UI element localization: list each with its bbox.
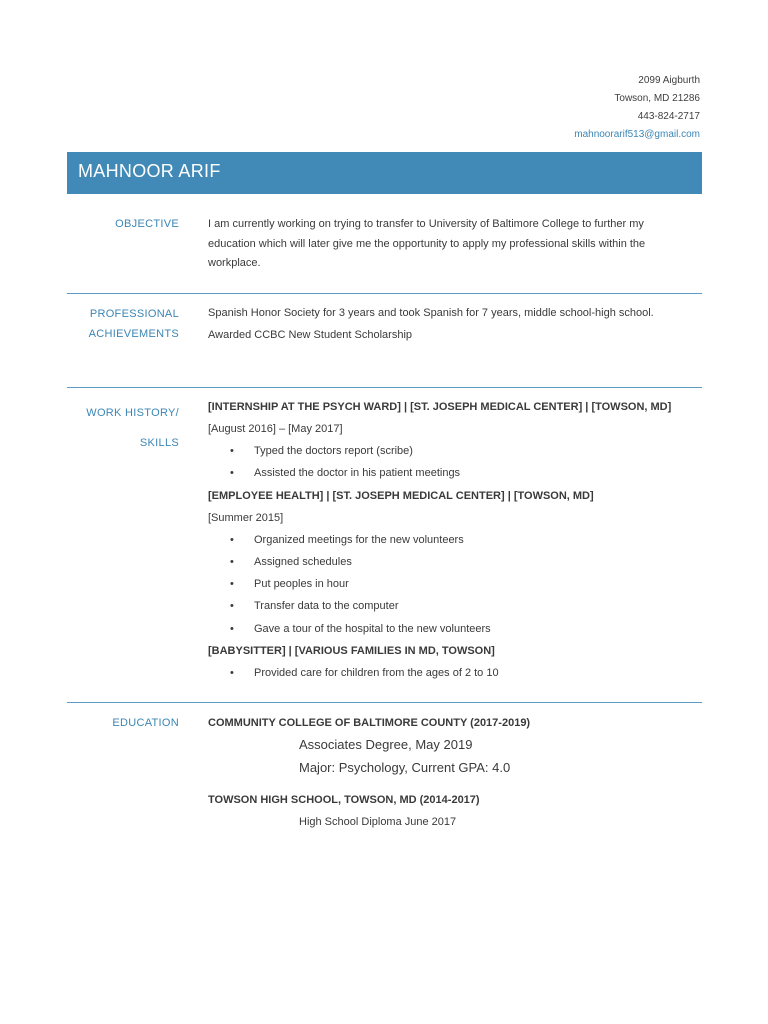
contact-block	[574, 72, 700, 144]
job-duty: • Put peoples in hour	[208, 573, 688, 595]
contact-email-link[interactable]: mahnoorarif513@gmail.com	[574, 129, 700, 140]
education-label: EDUCATION	[112, 717, 179, 729]
achievement-item: Spanish Honor Society for 3 years and took Spanish for 7 years, middle school-high school.	[208, 307, 654, 319]
objective-label: OBJECTIVE	[115, 218, 179, 230]
name-banner	[67, 152, 702, 194]
section-divider	[67, 293, 702, 294]
job-duty: • Gave a tour of the hospital to the new volunteers	[208, 618, 688, 640]
objective-line: workplace.	[208, 257, 261, 269]
job-dates: [Summer 2015]	[208, 511, 284, 524]
education-school: TOWSON HIGH SCHOOL, TOWSON, MD (2014-2017)	[208, 794, 480, 806]
section-divider	[67, 702, 702, 703]
job-title: [BABYSITTER] | [VARIOUS FAMILIES IN MD, TOWSON]	[208, 645, 495, 658]
contact-phone: 443-824-2717	[637, 111, 700, 122]
job-duty: • Assigned schedules	[208, 551, 688, 573]
job-duty: • Transfer data to the computer	[208, 595, 688, 617]
education-degree: Associates Degree, May 2019	[299, 737, 473, 752]
achievement-item: Awarded CCBC New Student Scholarship	[208, 328, 413, 341]
contact-city: Towson, MD 21286	[614, 93, 700, 104]
job-title: [INTERNSHIP AT THE PSYCH WARD] | [ST. JOSEPH MEDICAL CENTER] | [TOWSON, MD]	[208, 401, 672, 413]
achievements-label	[89, 304, 179, 344]
work-label	[86, 398, 179, 458]
section-divider	[67, 387, 702, 388]
education-diploma: High School Diploma June 2017	[299, 816, 457, 828]
work-label-line: WORK HISTORY/	[86, 407, 179, 419]
job-duty: • Assisted the doctor in his patient meetings	[208, 462, 688, 484]
job-dates: [August 2016] – [May 2017]	[208, 423, 343, 435]
objective-line: I am currently working on trying to transfer to University of Baltimore College to further my	[208, 218, 644, 230]
work-label-line: SKILLS	[139, 437, 179, 449]
objective-text	[208, 215, 688, 274]
job-duty: • Provided care for children from the ages of 2 to 10	[208, 662, 688, 684]
job-duty: • Typed the doctors report (scribe)	[208, 440, 688, 462]
achievements-list	[208, 303, 688, 346]
achievements-label-line: PROFESSIONAL	[89, 308, 179, 320]
contact-street: 2099 Aigburth	[638, 75, 700, 86]
education-major: Major: Psychology, Current GPA: 4.0	[299, 760, 511, 775]
education-school: COMMUNITY COLLEGE OF BALTIMORE COUNTY (2017-2019)	[208, 717, 531, 729]
job-title: [EMPLOYEE HEALTH] | [ST. JOSEPH MEDICAL CENTER] | [TOWSON, MD]	[208, 489, 594, 502]
work-history	[208, 396, 688, 684]
job-duty: • Organized meetings for the new volunteers	[208, 529, 688, 551]
achievements-label-line: ACHIEVEMENTS	[88, 328, 179, 340]
candidate-name: MAHNOOR ARIF	[78, 161, 221, 181]
objective-line: education which will later give me the opportunity to apply my professional skills within the	[208, 237, 646, 250]
